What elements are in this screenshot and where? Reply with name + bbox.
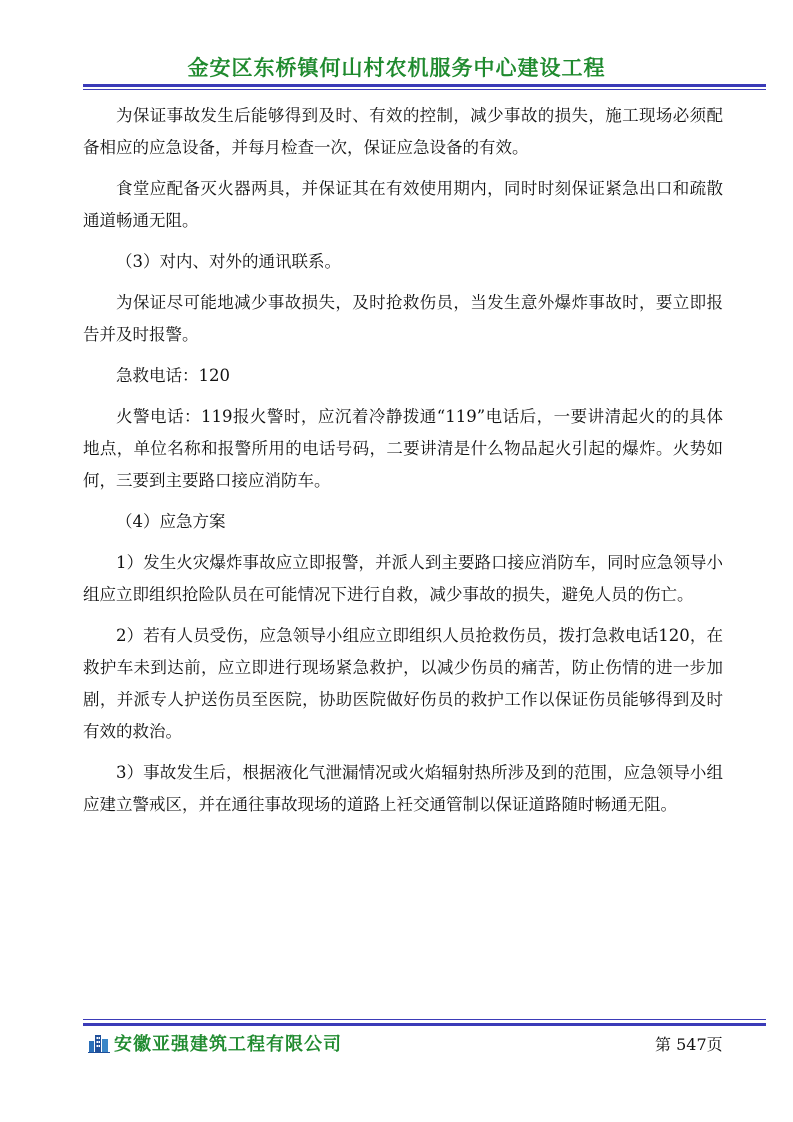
paragraph: 食堂应配备灭火器两具，并保证其在有效使用期内，同时时刻保证紧急出口和疏散通道畅通无阻。 (83, 179, 723, 230)
paragraph: 火警电话：119报火警时，应沉着冷静拨通“119”电话后，一要讲清起火的的具体地点，单位名称和报警所用的电话号码，二要讲清是什么物品起火引起的爆炸。火势如何，三要到主要路口接应消防车。 (83, 407, 723, 490)
page-header-title: 金安区东桥镇何山村农机服务中心建设工程 (187, 56, 606, 80)
header-rule-thick (83, 84, 766, 87)
page-number: 第 547页 (655, 1035, 723, 1054)
paragraph: 2）若有人员受伤，应急领导小组应立即组织人员抢救伤员，拨打急救电话120，在救护车未到达前，应立即进行现场紧急救护，以减少伤员的痛苦，防止伤情的进一步加剧，并派专人护送伤员至医院，协助医院做好伤员的救护工作以保证伤员能够得到及时有效的救治。 (83, 626, 723, 741)
footer-rule-thin (83, 1019, 766, 1020)
document-body (83, 100, 723, 830)
paragraph: 1）发生火灾爆炸事故应立即报警，并派人到主要路口接应消防车，同时应急领导小组应立即组织抢险队员在可能情况下进行自救，减少事故的损失，避免人员的伤亡。 (83, 553, 723, 604)
building-logo-icon (88, 1031, 110, 1053)
header-rule-thin (83, 89, 766, 90)
paragraph: 3）事故发生后，根据液化气泄漏情况或火焰辐射热所涉及到的范围，应急领导小组应建立警戒区，并在通往事故现场的道路上衽交通管制以保证道路随时畅通无阻。 (83, 763, 723, 814)
footer-company-name: 安徽亚强建筑工程有限公司 (114, 1034, 342, 1055)
footer-rule-thick (83, 1023, 766, 1026)
section-heading: （4）应急方案 (116, 512, 226, 531)
section-heading: （3）对内、对外的通讯联系。 (116, 252, 341, 271)
paragraph: 为保证事故发生后能够得到及时、有效的控制，减少事故的损失，施工现场必须配备相应的应急设备，并每月检查一次，保证应急设备的有效。 (83, 106, 723, 157)
paragraph: 急救电话：120 (116, 366, 230, 385)
paragraph: 为保证尽可能地减少事故损失，及时抢救伤员，当发生意外爆炸事故时，要立即报告并及时报警。 (83, 293, 723, 344)
